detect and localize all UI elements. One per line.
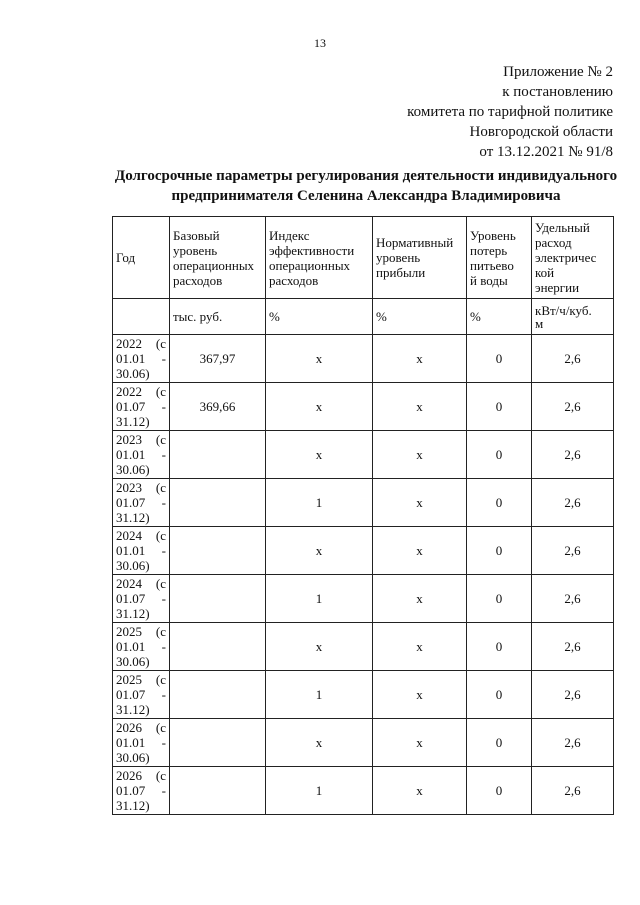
cell-efficiency-index: 1 — [266, 671, 373, 719]
cell-efficiency-index: х — [266, 335, 373, 383]
period-line: 2026 (с — [116, 768, 166, 783]
period-line: 2022 (с — [116, 336, 166, 351]
cell-water-losses: 0 — [467, 335, 532, 383]
cell-period — [113, 671, 170, 719]
cell-base-expenses — [170, 527, 266, 575]
cell-period — [113, 431, 170, 479]
cell-base-expenses — [170, 719, 266, 767]
cell-efficiency-index: 1 — [266, 767, 373, 815]
cell-base-expenses — [170, 479, 266, 527]
page-number: 13 — [314, 36, 326, 50]
cell-efficiency-index: х — [266, 527, 373, 575]
unit-efficiency-index: % — [266, 299, 373, 335]
period-line: 30.06) — [116, 366, 150, 381]
header-text: прибыли — [376, 265, 426, 280]
cell-energy-consumption: 2,6 — [532, 335, 614, 383]
header-text: потерь — [470, 242, 508, 258]
period-line: 01.01 - — [116, 735, 166, 750]
parameters-table — [112, 216, 614, 815]
period-line: 01.01 - — [116, 351, 166, 366]
cell-profit-level: х — [373, 383, 467, 431]
cell-base-expenses — [170, 431, 266, 479]
unit-base-expenses: тыс. руб. — [170, 299, 266, 335]
cell-period — [113, 719, 170, 767]
document-title — [110, 166, 622, 206]
cell-efficiency-index: 1 — [266, 479, 373, 527]
cell-water-losses: 0 — [467, 575, 532, 623]
cell-water-losses: 0 — [467, 671, 532, 719]
table-row — [113, 767, 614, 815]
period-line: 30.06) — [116, 558, 150, 573]
header-text: расходов — [269, 272, 319, 288]
appendix-block — [407, 62, 613, 162]
unit-year — [113, 299, 170, 335]
period-line: 2022 (с — [116, 384, 166, 399]
cell-energy-consumption: 2,6 — [532, 671, 614, 719]
cell-period — [113, 575, 170, 623]
header-text: операционных — [173, 257, 255, 273]
period-line: 31.12) — [116, 798, 150, 813]
header-row — [113, 217, 614, 299]
period-line: 2026 (с — [116, 720, 166, 735]
table-row — [113, 383, 614, 431]
cell-profit-level: х — [373, 623, 467, 671]
cell-energy-consumption: 2,6 — [532, 575, 614, 623]
unit-text: м — [535, 315, 544, 331]
period-line: 31.12) — [116, 702, 150, 717]
cell-period — [113, 335, 170, 383]
header-text: Базовый — [173, 227, 220, 243]
cell-profit-level: х — [373, 479, 467, 527]
header-text: й воды — [470, 272, 508, 288]
period-line: 2023 (с — [116, 432, 166, 447]
period-line: 2023 (с — [116, 480, 166, 495]
period-line: 2025 (с — [116, 624, 166, 639]
cell-period — [113, 767, 170, 815]
period-line: 01.07 - — [116, 495, 166, 510]
cell-profit-level: х — [373, 527, 467, 575]
period-line: 31.12) — [116, 606, 150, 621]
cell-base-expenses — [170, 623, 266, 671]
cell-efficiency-index: х — [266, 623, 373, 671]
unit-text: кВт/ч/куб. — [535, 302, 592, 318]
cell-water-losses: 0 — [467, 479, 532, 527]
cell-water-losses: 0 — [467, 767, 532, 815]
cell-energy-consumption: 2,6 — [532, 383, 614, 431]
header-text: электричес — [535, 250, 597, 265]
cell-water-losses: 0 — [467, 719, 532, 767]
unit-profit-level: % — [373, 299, 467, 335]
cell-efficiency-index: х — [266, 383, 373, 431]
header-text: энергии — [535, 280, 580, 295]
appendix-line: комитета по тарифной политике — [407, 104, 613, 120]
header-text: Уровень — [470, 227, 516, 243]
cell-profit-level: х — [373, 671, 467, 719]
title-line: предпринимателя Селенина Александра Владимировича — [171, 188, 561, 204]
cell-efficiency-index: 1 — [266, 575, 373, 623]
cell-base-expenses — [170, 671, 266, 719]
cell-profit-level: х — [373, 719, 467, 767]
period-line: 2025 (с — [116, 672, 166, 687]
header-base-expenses — [170, 217, 266, 299]
header-text: Удельный — [535, 220, 590, 235]
period-line: 30.06) — [116, 462, 150, 477]
cell-base-expenses: 367,97 — [170, 335, 266, 383]
cell-profit-level: х — [373, 431, 467, 479]
cell-water-losses: 0 — [467, 623, 532, 671]
period-line: 01.07 - — [116, 399, 166, 414]
period-line: 01.07 - — [116, 783, 166, 798]
header-efficiency-index — [266, 217, 373, 299]
cell-profit-level: х — [373, 575, 467, 623]
cell-period — [113, 527, 170, 575]
table-row — [113, 719, 614, 767]
period-line: 2024 (с — [116, 576, 166, 591]
header-text: расход — [535, 235, 572, 250]
header-text: Нормативный — [376, 235, 454, 250]
unit-energy-consumption — [532, 299, 614, 335]
cell-profit-level: х — [373, 335, 467, 383]
table-row — [113, 335, 614, 383]
units-row — [113, 299, 614, 335]
header-text: эффективности — [269, 242, 355, 258]
header-energy-consumption — [532, 217, 614, 299]
table-row — [113, 431, 614, 479]
period-line: 01.01 - — [116, 447, 166, 462]
period-line: 01.01 - — [116, 543, 166, 558]
period-line: 01.07 - — [116, 591, 166, 606]
cell-period — [113, 623, 170, 671]
cell-base-expenses: 369,66 — [170, 383, 266, 431]
header-text: питьево — [470, 257, 514, 273]
cell-energy-consumption: 2,6 — [532, 767, 614, 815]
table-row — [113, 479, 614, 527]
table-row — [113, 575, 614, 623]
header-text: уровень — [376, 250, 421, 265]
header-year: Год — [113, 217, 170, 299]
title-line: Долгосрочные параметры регулирования деятельности индивидуального — [114, 168, 618, 184]
period-line: 30.06) — [116, 750, 150, 765]
header-text: уровень — [173, 242, 218, 258]
period-line: 30.06) — [116, 654, 150, 669]
period-line: 31.12) — [116, 510, 150, 525]
appendix-line: Приложение № 2 — [503, 64, 613, 80]
cell-base-expenses — [170, 767, 266, 815]
period-line: 2024 (с — [116, 528, 166, 543]
header-text: операционных — [269, 257, 351, 273]
unit-water-losses: % — [467, 299, 532, 335]
cell-period — [113, 383, 170, 431]
period-line: 31.12) — [116, 414, 150, 429]
cell-water-losses: 0 — [467, 431, 532, 479]
table-row — [113, 623, 614, 671]
cell-profit-level: х — [373, 767, 467, 815]
cell-energy-consumption: 2,6 — [532, 479, 614, 527]
cell-energy-consumption: 2,6 — [532, 431, 614, 479]
cell-energy-consumption: 2,6 — [532, 719, 614, 767]
header-profit-level — [373, 217, 467, 299]
header-text: расходов — [173, 272, 223, 288]
appendix-line: к постановлению — [502, 84, 613, 100]
header-text: кой — [535, 265, 555, 280]
header-water-losses — [467, 217, 532, 299]
period-line: 01.07 - — [116, 687, 166, 702]
cell-efficiency-index: х — [266, 719, 373, 767]
cell-period — [113, 479, 170, 527]
table-row — [113, 527, 614, 575]
cell-energy-consumption: 2,6 — [532, 623, 614, 671]
cell-water-losses: 0 — [467, 527, 532, 575]
appendix-line: от 13.12.2021 № 91/8 — [479, 144, 613, 160]
period-line: 01.01 - — [116, 639, 166, 654]
appendix-line: Новгородской области — [469, 124, 613, 140]
cell-base-expenses — [170, 575, 266, 623]
cell-efficiency-index: х — [266, 431, 373, 479]
cell-energy-consumption: 2,6 — [532, 527, 614, 575]
header-text: Индекс — [269, 227, 310, 243]
cell-water-losses: 0 — [467, 383, 532, 431]
table-row — [113, 671, 614, 719]
